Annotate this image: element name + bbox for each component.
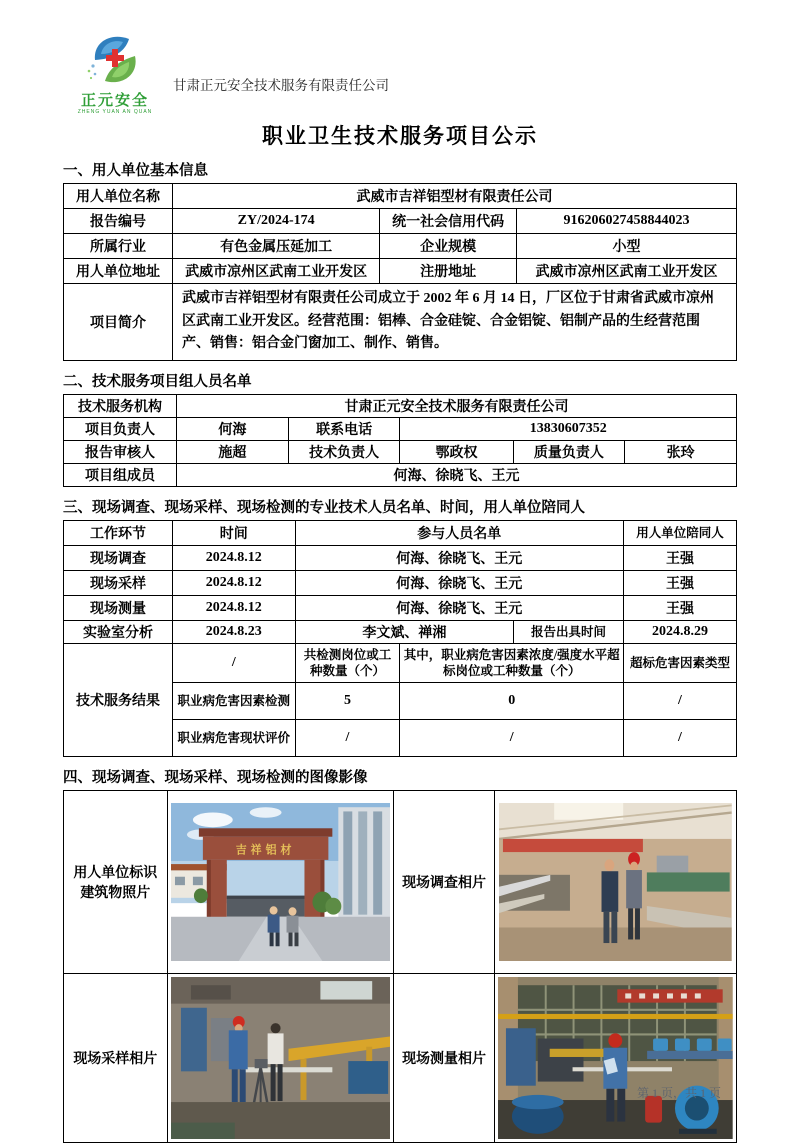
address-value: 武威市凉州区武南工业开发区 bbox=[173, 259, 380, 284]
lab-participants-cell: 李文斌、禅湘 bbox=[295, 621, 514, 644]
step-cell: 现场采样 bbox=[64, 571, 173, 596]
detect-type: / bbox=[623, 683, 736, 720]
photo-cell-building bbox=[167, 791, 393, 974]
photo-site-survey bbox=[499, 803, 732, 961]
time-cell: 2024.8.12 bbox=[173, 546, 295, 571]
step-cell: 现场调查 bbox=[64, 546, 173, 571]
photo-label-line: 用人单位标识 bbox=[73, 866, 158, 882]
page-title: 职业卫生技术服务项目公示 bbox=[262, 124, 538, 148]
employer-name-label: 用人单位名称 bbox=[64, 184, 173, 209]
photo-site-measurement bbox=[498, 977, 733, 1139]
company-name: 甘肃正元安全技术服务有限责任公司 bbox=[173, 78, 389, 93]
company-logo bbox=[63, 30, 167, 116]
section4-heading: 四、现场调查、现场采样、现场检测的图像影像 bbox=[63, 770, 368, 787]
quality-lead-label: 质量负责人 bbox=[513, 441, 625, 464]
eval-exceed: / bbox=[400, 720, 623, 757]
section1-heading: 一、用人单位基本信息 bbox=[63, 163, 208, 179]
quality-lead-value: 张玲 bbox=[625, 441, 737, 464]
tech-lead-value: 鄂政权 bbox=[400, 441, 513, 464]
photo-label-measurement: 现场测量相片 bbox=[393, 974, 495, 1143]
photo-cell-sampling bbox=[167, 974, 393, 1143]
intro-text: 武威市吉祥铝型材有限责任公司成立于 2002 年 6 月 14 日，厂区位于甘肃省武威市凉州区武南工业开发区。经营范围：铝棒、合金硅锭、合金铝锭、铝制产品的生经营范围产、销售：铝合金门窗加工、制作、销售。 bbox=[173, 284, 737, 361]
results-col-exceed: 其中，职业病危害因素浓度/强度水平超标岗位或工种数量（个） bbox=[400, 644, 623, 683]
reg-address-value: 武威市凉州区武南工业开发区 bbox=[516, 259, 736, 284]
leader-value: 何海 bbox=[177, 418, 289, 441]
photo-cell-measurement bbox=[495, 974, 737, 1143]
table-row bbox=[64, 596, 737, 621]
eval-row-label: 职业病危害现状评价 bbox=[173, 720, 295, 757]
team-table bbox=[63, 394, 737, 487]
step-cell: 现场测量 bbox=[64, 596, 173, 621]
org-label: 技术服务机构 bbox=[64, 395, 177, 418]
credit-code-label: 统一社会信用代码 bbox=[380, 209, 517, 234]
results-slash: / bbox=[173, 644, 295, 683]
leader-label: 项目负责人 bbox=[64, 418, 177, 441]
photo-cell-survey bbox=[495, 791, 737, 974]
report-no-value: ZY/2024-174 bbox=[173, 209, 380, 234]
col-escort-header: 用人单位陪同人 bbox=[623, 521, 736, 546]
time-cell: 2024.8.12 bbox=[173, 596, 295, 621]
logo-pinyin: ZHENG YUAN AN QUAN bbox=[77, 109, 153, 115]
page-number: 第 1 页，共 1 页 bbox=[636, 1086, 721, 1100]
phone-value: 13830607352 bbox=[400, 418, 737, 441]
address-label: 用人单位地址 bbox=[64, 259, 173, 284]
report-time-value: 2024.8.29 bbox=[623, 621, 736, 644]
gate-sign-text: 吉祥铝材 bbox=[235, 844, 296, 857]
reg-address-label: 注册地址 bbox=[380, 259, 517, 284]
section2-heading: 二、技术服务项目组人员名单 bbox=[63, 374, 252, 391]
credit-code-value: 916206027458844023 bbox=[516, 209, 736, 234]
eval-detect: / bbox=[295, 720, 400, 757]
logo-mark-icon bbox=[67, 30, 163, 88]
industry-label: 所属行业 bbox=[64, 234, 173, 259]
photo-label-line: 建筑物照片 bbox=[80, 886, 151, 902]
results-col-detect: 共检测岗位或工种数量（个） bbox=[295, 644, 400, 683]
table-row bbox=[64, 621, 737, 644]
reviewer-label: 报告审核人 bbox=[64, 441, 177, 464]
table-row bbox=[64, 571, 737, 596]
photo-building-gate bbox=[171, 803, 390, 961]
report-time-label: 报告出具时间 bbox=[514, 621, 624, 644]
table-row bbox=[64, 546, 737, 571]
exceed-count: 0 bbox=[400, 683, 623, 720]
report-no-label: 报告编号 bbox=[64, 209, 173, 234]
photo-label-survey: 现场调查相片 bbox=[393, 791, 495, 974]
employer-name-value: 武威市吉祥铝型材有限责任公司 bbox=[173, 184, 737, 209]
schedule-table bbox=[63, 520, 737, 757]
eval-type: / bbox=[623, 720, 736, 757]
phone-label: 联系电话 bbox=[288, 418, 400, 441]
results-label: 技术服务结果 bbox=[64, 644, 173, 757]
participants-cell: 何海、徐晓飞、王元 bbox=[295, 546, 623, 571]
col-time-header: 时间 bbox=[173, 521, 295, 546]
scale-value: 小型 bbox=[516, 234, 736, 259]
reviewer-value: 施超 bbox=[177, 441, 289, 464]
members-label: 项目组成员 bbox=[64, 464, 177, 487]
time-cell: 2024.8.12 bbox=[173, 571, 295, 596]
escort-cell: 王强 bbox=[623, 546, 736, 571]
col-participants-header: 参与人员名单 bbox=[295, 521, 623, 546]
detect-count: 5 bbox=[295, 683, 400, 720]
logo-name: 正元安全 bbox=[80, 92, 149, 109]
photos-table bbox=[63, 790, 737, 1143]
org-value: 甘肃正元安全技术服务有限责任公司 bbox=[177, 395, 737, 418]
participants-cell: 何海、徐晓飞、王元 bbox=[295, 571, 623, 596]
results-col-type: 超标危害因素类型 bbox=[623, 644, 736, 683]
detect-row-label: 职业病危害因素检测 bbox=[173, 683, 295, 720]
escort-cell: 王强 bbox=[623, 571, 736, 596]
lab-time-cell: 2024.8.23 bbox=[173, 621, 295, 644]
lab-step-cell: 实验室分析 bbox=[64, 621, 173, 644]
header bbox=[63, 30, 737, 116]
escort-cell: 王强 bbox=[623, 596, 736, 621]
industry-value: 有色金属压延加工 bbox=[173, 234, 380, 259]
photo-label-building bbox=[64, 791, 168, 974]
members-value: 何海、徐晓飞、王元 bbox=[177, 464, 737, 487]
intro-label: 项目简介 bbox=[64, 284, 173, 361]
photo-label-sampling: 现场采样相片 bbox=[64, 974, 168, 1143]
col-step-header: 工作环节 bbox=[64, 521, 173, 546]
scale-label: 企业规模 bbox=[380, 234, 517, 259]
photo-site-sampling bbox=[171, 977, 390, 1139]
section3-heading: 三、现场调查、现场采样、现场检测的专业技术人员名单、时间，用人单位陪同人 bbox=[63, 500, 585, 517]
participants-cell: 何海、徐晓飞、王元 bbox=[295, 596, 623, 621]
tech-lead-label: 技术负责人 bbox=[288, 441, 400, 464]
basic-info-table bbox=[63, 183, 737, 361]
